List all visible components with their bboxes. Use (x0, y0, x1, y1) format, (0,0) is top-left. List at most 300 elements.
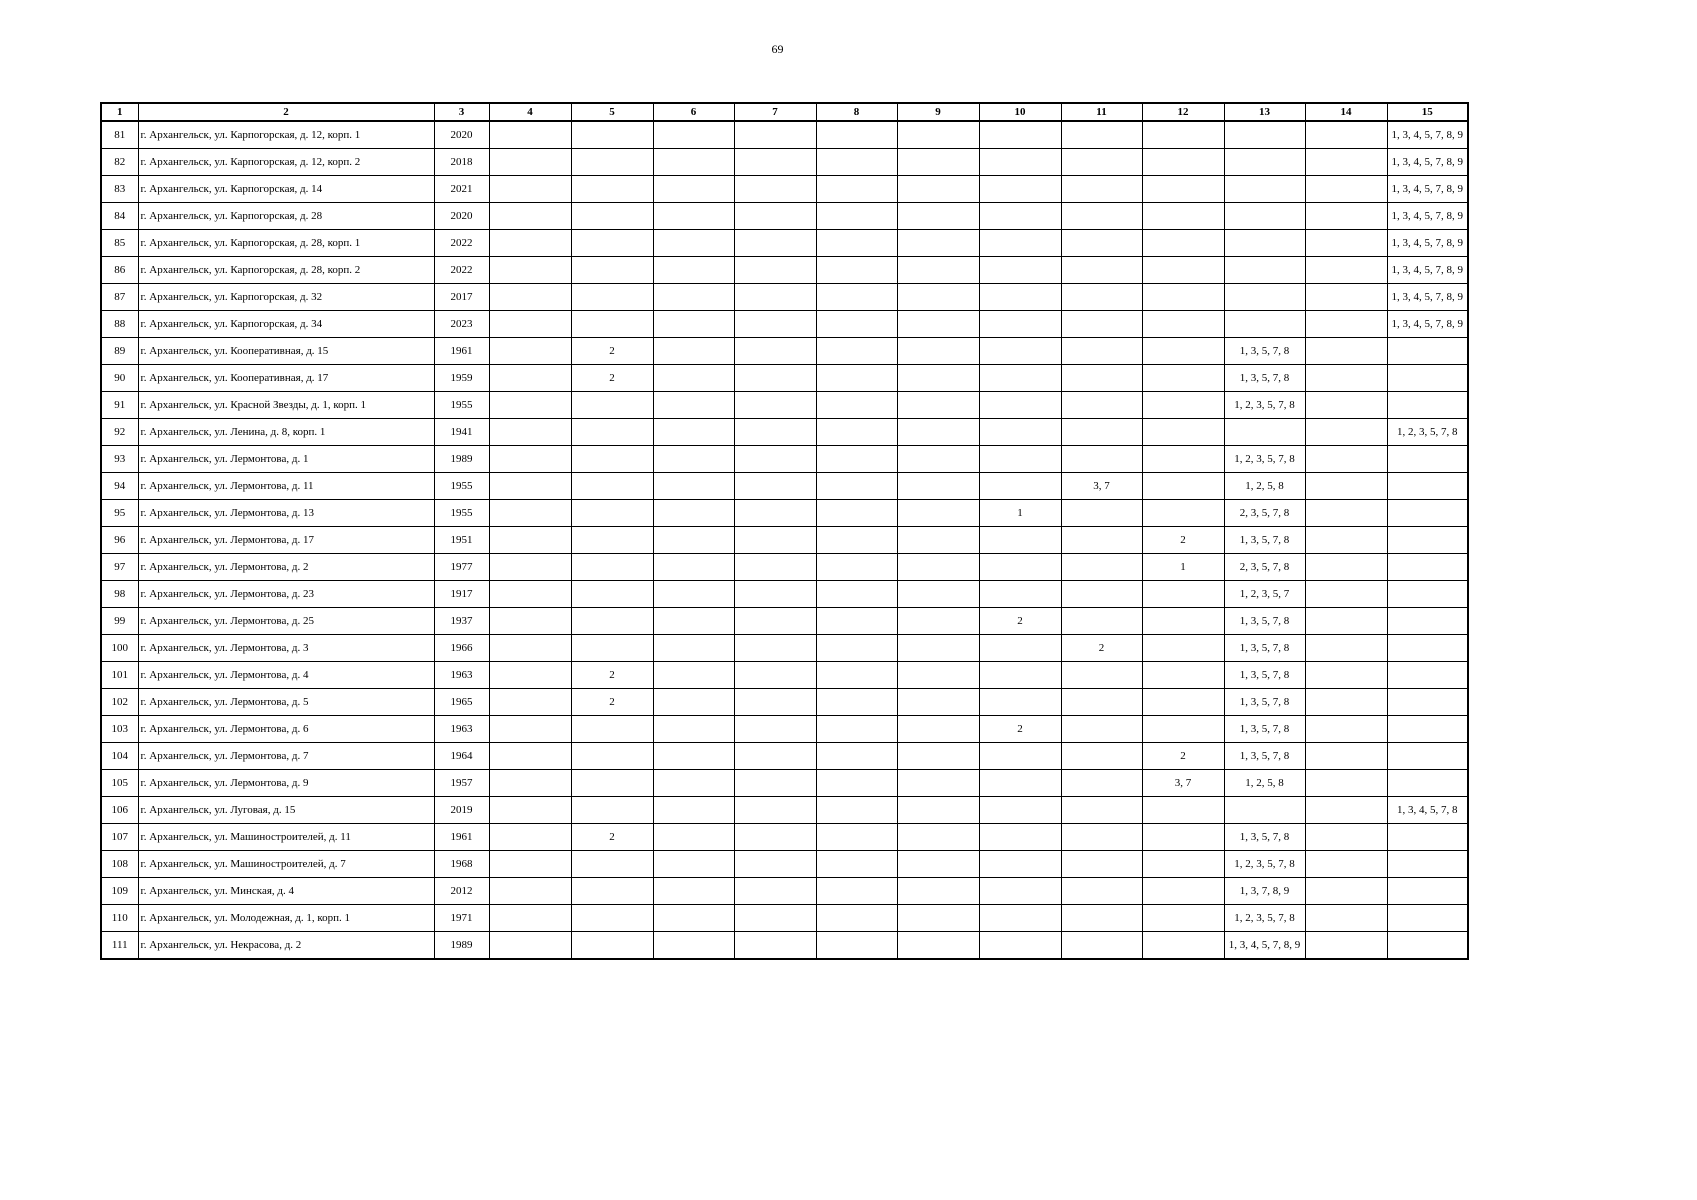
table-cell-col-7 (734, 176, 816, 203)
table-row (101, 257, 1468, 284)
table-cell-col-15: 1, 2, 3, 5, 7, 8 (1387, 419, 1468, 446)
table-cell-col-15 (1387, 716, 1468, 743)
table-cell-col-7 (734, 527, 816, 554)
table-cell-col-11 (1061, 797, 1142, 824)
table-cell-col-8 (816, 176, 897, 203)
row-number-cell: 104 (101, 743, 138, 770)
table-cell-col-6 (653, 770, 734, 797)
table-cell-col-15 (1387, 500, 1468, 527)
table-cell-col-15: 1, 3, 4, 5, 7, 8, 9 (1387, 176, 1468, 203)
table-cell-col-7 (734, 608, 816, 635)
table-cell-col-11 (1061, 149, 1142, 176)
table-cell-col-14 (1305, 311, 1387, 338)
address-cell: г. Архангельск, ул. Карпогорская, д. 12, корп. 1 (138, 121, 434, 149)
table-cell-col-13: 1, 2, 5, 8 (1224, 473, 1305, 500)
column-header-15: 15 (1387, 103, 1468, 121)
table-cell-col-10: 2 (979, 608, 1061, 635)
table-cell-col-4 (489, 121, 571, 149)
table-cell-col-9 (897, 581, 979, 608)
table-cell-col-4 (489, 878, 571, 905)
year-cell: 1961 (434, 824, 489, 851)
table-cell-col-11 (1061, 554, 1142, 581)
table-cell-col-13: 1, 3, 5, 7, 8 (1224, 716, 1305, 743)
table-row (101, 797, 1468, 824)
year-cell: 2012 (434, 878, 489, 905)
table-cell-col-9 (897, 662, 979, 689)
table-cell-col-6 (653, 500, 734, 527)
table-cell-col-5 (571, 716, 653, 743)
table-cell-col-6 (653, 365, 734, 392)
table-cell-col-8 (816, 149, 897, 176)
table-cell-col-14 (1305, 176, 1387, 203)
table-cell-col-10 (979, 365, 1061, 392)
table-cell-col-12 (1142, 581, 1224, 608)
table-cell-col-4 (489, 770, 571, 797)
table-cell-col-13: 1, 3, 5, 7, 8 (1224, 689, 1305, 716)
table-cell-col-9 (897, 284, 979, 311)
table-cell-col-13 (1224, 797, 1305, 824)
table-cell-col-5 (571, 203, 653, 230)
table-cell-col-13: 1, 3, 5, 7, 8 (1224, 743, 1305, 770)
table-cell-col-10 (979, 662, 1061, 689)
table-cell-col-13: 1, 2, 3, 5, 7 (1224, 581, 1305, 608)
table-cell-col-13: 1, 2, 3, 5, 7, 8 (1224, 905, 1305, 932)
table-cell-col-5 (571, 311, 653, 338)
table-cell-col-8 (816, 338, 897, 365)
row-number-cell: 101 (101, 662, 138, 689)
table-row (101, 203, 1468, 230)
table-cell-col-6 (653, 581, 734, 608)
table-cell-col-6 (653, 338, 734, 365)
table-cell-col-4 (489, 500, 571, 527)
table-cell-col-11 (1061, 905, 1142, 932)
table-cell-col-7 (734, 851, 816, 878)
table-cell-col-12 (1142, 500, 1224, 527)
table-cell-col-4 (489, 743, 571, 770)
table-cell-col-14 (1305, 500, 1387, 527)
table-cell-col-12 (1142, 689, 1224, 716)
address-cell: г. Архангельск, ул. Машиностроителей, д. 11 (138, 824, 434, 851)
column-header-9: 9 (897, 103, 979, 121)
table-cell-col-12 (1142, 608, 1224, 635)
table-cell-col-8 (816, 689, 897, 716)
table-cell-col-7 (734, 662, 816, 689)
table-cell-col-12 (1142, 365, 1224, 392)
address-cell: г. Архангельск, ул. Кооперативная, д. 17 (138, 365, 434, 392)
row-number-cell: 83 (101, 176, 138, 203)
table-row (101, 554, 1468, 581)
table-cell-col-12 (1142, 446, 1224, 473)
table-cell-col-5 (571, 554, 653, 581)
table-cell-col-14 (1305, 905, 1387, 932)
table-row (101, 473, 1468, 500)
table-cell-col-9 (897, 932, 979, 960)
table-cell-col-6 (653, 878, 734, 905)
year-cell: 1989 (434, 446, 489, 473)
table-cell-col-14 (1305, 770, 1387, 797)
row-number-cell: 102 (101, 689, 138, 716)
table-row (101, 716, 1468, 743)
register-table (100, 102, 1469, 960)
table-cell-col-6 (653, 176, 734, 203)
table-cell-col-14 (1305, 581, 1387, 608)
table-cell-col-14 (1305, 419, 1387, 446)
table-cell-col-5 (571, 527, 653, 554)
page-number: 69 (771, 42, 784, 56)
table-cell-col-12: 2 (1142, 743, 1224, 770)
table-cell-col-13: 1, 3, 5, 7, 8 (1224, 662, 1305, 689)
table-cell-col-7 (734, 797, 816, 824)
table-cell-col-11 (1061, 581, 1142, 608)
header-row (101, 103, 1468, 121)
table-cell-col-15 (1387, 878, 1468, 905)
table-cell-col-10 (979, 230, 1061, 257)
table-cell-col-6 (653, 716, 734, 743)
table-cell-col-5 (571, 635, 653, 662)
table-cell-col-14 (1305, 824, 1387, 851)
table-cell-col-8 (816, 635, 897, 662)
table-row (101, 581, 1468, 608)
table-cell-col-11 (1061, 176, 1142, 203)
table-cell-col-11 (1061, 203, 1142, 230)
table-cell-col-4 (489, 419, 571, 446)
table-cell-col-11: 2 (1061, 635, 1142, 662)
year-cell: 1971 (434, 905, 489, 932)
table-cell-col-6 (653, 554, 734, 581)
table-cell-col-14 (1305, 743, 1387, 770)
row-number-cell: 89 (101, 338, 138, 365)
table-cell-col-10 (979, 203, 1061, 230)
year-cell: 1941 (434, 419, 489, 446)
table-cell-col-10 (979, 527, 1061, 554)
table-cell-col-15 (1387, 338, 1468, 365)
table-cell-col-12 (1142, 176, 1224, 203)
table-cell-col-12 (1142, 392, 1224, 419)
table-cell-col-14 (1305, 554, 1387, 581)
table-cell-col-7 (734, 203, 816, 230)
table-cell-col-4 (489, 446, 571, 473)
table-cell-col-5 (571, 149, 653, 176)
table-cell-col-14 (1305, 662, 1387, 689)
table-cell-col-15 (1387, 608, 1468, 635)
table-cell-col-11 (1061, 284, 1142, 311)
table-row (101, 608, 1468, 635)
address-cell: г. Архангельск, ул. Карпогорская, д. 34 (138, 311, 434, 338)
table-cell-col-11 (1061, 878, 1142, 905)
table-cell-col-5 (571, 419, 653, 446)
table-cell-col-7 (734, 770, 816, 797)
table-cell-col-12 (1142, 635, 1224, 662)
table-cell-col-13: 1, 2, 3, 5, 7, 8 (1224, 851, 1305, 878)
table-cell-col-8 (816, 203, 897, 230)
table-cell-col-14 (1305, 527, 1387, 554)
table-cell-col-7 (734, 257, 816, 284)
table-cell-col-14 (1305, 473, 1387, 500)
table-cell-col-13 (1224, 311, 1305, 338)
table-cell-col-15: 1, 3, 4, 5, 7, 8, 9 (1387, 257, 1468, 284)
table-row (101, 338, 1468, 365)
table-row (101, 149, 1468, 176)
table-cell-col-10 (979, 797, 1061, 824)
year-cell: 1955 (434, 392, 489, 419)
table-row (101, 419, 1468, 446)
row-number-cell: 90 (101, 365, 138, 392)
address-cell: г. Архангельск, ул. Минская, д. 4 (138, 878, 434, 905)
table-cell-col-8 (816, 121, 897, 149)
table-cell-col-7 (734, 716, 816, 743)
table-cell-col-9 (897, 608, 979, 635)
row-number-cell: 95 (101, 500, 138, 527)
table-cell-col-9 (897, 392, 979, 419)
table-cell-col-12: 3, 7 (1142, 770, 1224, 797)
row-number-cell: 108 (101, 851, 138, 878)
row-number-cell: 81 (101, 121, 138, 149)
table-cell-col-13: 1, 2, 5, 8 (1224, 770, 1305, 797)
table-cell-col-6 (653, 635, 734, 662)
year-cell: 2020 (434, 203, 489, 230)
table-cell-col-7 (734, 446, 816, 473)
table-cell-col-7 (734, 473, 816, 500)
table-cell-col-11 (1061, 743, 1142, 770)
table-row (101, 635, 1468, 662)
table-cell-col-12 (1142, 419, 1224, 446)
table-cell-col-7 (734, 554, 816, 581)
table-cell-col-15 (1387, 554, 1468, 581)
table-cell-col-9 (897, 149, 979, 176)
table-row (101, 446, 1468, 473)
year-cell: 1955 (434, 500, 489, 527)
table-cell-col-15 (1387, 392, 1468, 419)
table-cell-col-6 (653, 392, 734, 419)
table-cell-col-13 (1224, 203, 1305, 230)
year-cell: 1968 (434, 851, 489, 878)
table-cell-col-4 (489, 716, 571, 743)
table-cell-col-4 (489, 797, 571, 824)
table-cell-col-8 (816, 446, 897, 473)
table-cell-col-13 (1224, 284, 1305, 311)
table-cell-col-10 (979, 581, 1061, 608)
table-cell-col-12 (1142, 851, 1224, 878)
address-cell: г. Архангельск, ул. Лермонтова, д. 6 (138, 716, 434, 743)
table-cell-col-12 (1142, 311, 1224, 338)
table-cell-col-5 (571, 878, 653, 905)
table-cell-col-5 (571, 797, 653, 824)
table-cell-col-11: 3, 7 (1061, 473, 1142, 500)
table-cell-col-10 (979, 338, 1061, 365)
table-cell-col-13: 1, 3, 5, 7, 8 (1224, 338, 1305, 365)
table-cell-col-4 (489, 851, 571, 878)
table-cell-col-10 (979, 257, 1061, 284)
address-cell: г. Архангельск, ул. Карпогорская, д. 12, корп. 2 (138, 149, 434, 176)
year-cell: 1963 (434, 716, 489, 743)
table-cell-col-7 (734, 824, 816, 851)
row-number-cell: 111 (101, 932, 138, 960)
table-cell-col-5: 2 (571, 662, 653, 689)
table-cell-col-13 (1224, 419, 1305, 446)
table-cell-col-7 (734, 932, 816, 960)
address-cell: г. Архангельск, ул. Карпогорская, д. 28 (138, 203, 434, 230)
table-cell-col-12 (1142, 797, 1224, 824)
table-cell-col-12: 2 (1142, 527, 1224, 554)
table-row (101, 392, 1468, 419)
table-cell-col-14 (1305, 851, 1387, 878)
table-cell-col-14 (1305, 635, 1387, 662)
year-cell: 2021 (434, 176, 489, 203)
row-number-cell: 93 (101, 446, 138, 473)
table-row (101, 743, 1468, 770)
table-cell-col-7 (734, 284, 816, 311)
table-cell-col-8 (816, 581, 897, 608)
table-cell-col-5 (571, 743, 653, 770)
table-row (101, 662, 1468, 689)
table-cell-col-15: 1, 3, 4, 5, 7, 8, 9 (1387, 203, 1468, 230)
table-cell-col-10 (979, 392, 1061, 419)
table-cell-col-5 (571, 770, 653, 797)
table-cell-col-4 (489, 203, 571, 230)
address-cell: г. Архангельск, ул. Лермонтова, д. 4 (138, 662, 434, 689)
table-cell-col-6 (653, 824, 734, 851)
table-cell-col-14 (1305, 149, 1387, 176)
table-cell-col-11 (1061, 311, 1142, 338)
table-cell-col-4 (489, 527, 571, 554)
row-number-cell: 87 (101, 284, 138, 311)
address-cell: г. Архангельск, ул. Лермонтова, д. 13 (138, 500, 434, 527)
column-header-8: 8 (816, 103, 897, 121)
address-cell: г. Архангельск, ул. Лермонтова, д. 2 (138, 554, 434, 581)
table-cell-col-15 (1387, 824, 1468, 851)
table-cell-col-12: 1 (1142, 554, 1224, 581)
row-number-cell: 110 (101, 905, 138, 932)
table-cell-col-11 (1061, 527, 1142, 554)
table-cell-col-4 (489, 554, 571, 581)
table-body (101, 121, 1468, 959)
year-cell: 1964 (434, 743, 489, 770)
table-cell-col-10 (979, 149, 1061, 176)
table-cell-col-14 (1305, 203, 1387, 230)
table-cell-col-7 (734, 581, 816, 608)
table-cell-col-10 (979, 446, 1061, 473)
table-cell-col-9 (897, 176, 979, 203)
table-cell-col-9 (897, 257, 979, 284)
table-cell-col-6 (653, 203, 734, 230)
table-cell-col-14 (1305, 392, 1387, 419)
row-number-cell: 109 (101, 878, 138, 905)
table-cell-col-13: 1, 3, 5, 7, 8 (1224, 527, 1305, 554)
table-cell-col-11 (1061, 851, 1142, 878)
table-row (101, 770, 1468, 797)
table-cell-col-10 (979, 689, 1061, 716)
address-cell: г. Архангельск, ул. Карпогорская, д. 28, корп. 2 (138, 257, 434, 284)
table-cell-col-9 (897, 419, 979, 446)
table-cell-col-7 (734, 419, 816, 446)
year-cell: 2017 (434, 284, 489, 311)
table-cell-col-9 (897, 121, 979, 149)
table-cell-col-7 (734, 635, 816, 662)
table-cell-col-9 (897, 716, 979, 743)
table-row (101, 500, 1468, 527)
table-cell-col-15: 1, 3, 4, 5, 7, 8, 9 (1387, 311, 1468, 338)
table-row (101, 905, 1468, 932)
table-cell-col-12 (1142, 824, 1224, 851)
table-cell-col-6 (653, 419, 734, 446)
table-cell-col-14 (1305, 932, 1387, 960)
table-cell-col-10 (979, 743, 1061, 770)
table-cell-col-9 (897, 338, 979, 365)
table-cell-col-11 (1061, 257, 1142, 284)
table-cell-col-11 (1061, 608, 1142, 635)
table-cell-col-10 (979, 554, 1061, 581)
column-header-6: 6 (653, 103, 734, 121)
table-cell-col-13 (1224, 230, 1305, 257)
table-cell-col-15: 1, 3, 4, 5, 7, 8, 9 (1387, 121, 1468, 149)
table-cell-col-13: 2, 3, 5, 7, 8 (1224, 554, 1305, 581)
year-cell: 1966 (434, 635, 489, 662)
address-cell: г. Архангельск, ул. Лермонтова, д. 11 (138, 473, 434, 500)
table-cell-col-11 (1061, 121, 1142, 149)
address-cell: г. Архангельск, ул. Машиностроителей, д. 7 (138, 851, 434, 878)
table-cell-col-8 (816, 608, 897, 635)
table-cell-col-7 (734, 311, 816, 338)
table-cell-col-8 (816, 365, 897, 392)
table-cell-col-5 (571, 284, 653, 311)
table-cell-col-7 (734, 905, 816, 932)
address-cell: г. Архангельск, ул. Карпогорская, д. 32 (138, 284, 434, 311)
register-table-container (100, 102, 1469, 960)
table-cell-col-7 (734, 743, 816, 770)
address-cell: г. Архангельск, ул. Лермонтова, д. 23 (138, 581, 434, 608)
table-cell-col-4 (489, 257, 571, 284)
table-cell-col-15 (1387, 635, 1468, 662)
table-cell-col-8 (816, 284, 897, 311)
table-cell-col-13: 1, 3, 5, 7, 8 (1224, 365, 1305, 392)
table-cell-col-13 (1224, 121, 1305, 149)
table-cell-col-4 (489, 824, 571, 851)
row-number-cell: 105 (101, 770, 138, 797)
row-number-cell: 92 (101, 419, 138, 446)
table-cell-col-4 (489, 176, 571, 203)
row-number-cell: 100 (101, 635, 138, 662)
table-cell-col-9 (897, 203, 979, 230)
table-cell-col-11 (1061, 662, 1142, 689)
table-cell-col-6 (653, 932, 734, 960)
table-cell-col-7 (734, 230, 816, 257)
column-header-2: 2 (138, 103, 434, 121)
table-cell-col-7 (734, 149, 816, 176)
table-cell-col-9 (897, 878, 979, 905)
address-cell: г. Архангельск, ул. Кооперативная, д. 15 (138, 338, 434, 365)
table-cell-col-15 (1387, 905, 1468, 932)
table-cell-col-5 (571, 392, 653, 419)
year-cell: 1989 (434, 932, 489, 960)
address-cell: г. Архангельск, ул. Карпогорская, д. 14 (138, 176, 434, 203)
table-cell-col-15: 1, 3, 4, 5, 7, 8, 9 (1387, 149, 1468, 176)
table-cell-col-4 (489, 473, 571, 500)
table-row (101, 121, 1468, 149)
year-cell: 1937 (434, 608, 489, 635)
table-row (101, 365, 1468, 392)
table-cell-col-14 (1305, 608, 1387, 635)
row-number-cell: 85 (101, 230, 138, 257)
table-cell-col-10 (979, 635, 1061, 662)
table-cell-col-14 (1305, 230, 1387, 257)
table-cell-col-11 (1061, 716, 1142, 743)
table-cell-col-8 (816, 716, 897, 743)
table-cell-col-9 (897, 770, 979, 797)
year-cell: 2022 (434, 257, 489, 284)
table-cell-col-8 (816, 473, 897, 500)
year-cell: 2023 (434, 311, 489, 338)
table-cell-col-9 (897, 230, 979, 257)
